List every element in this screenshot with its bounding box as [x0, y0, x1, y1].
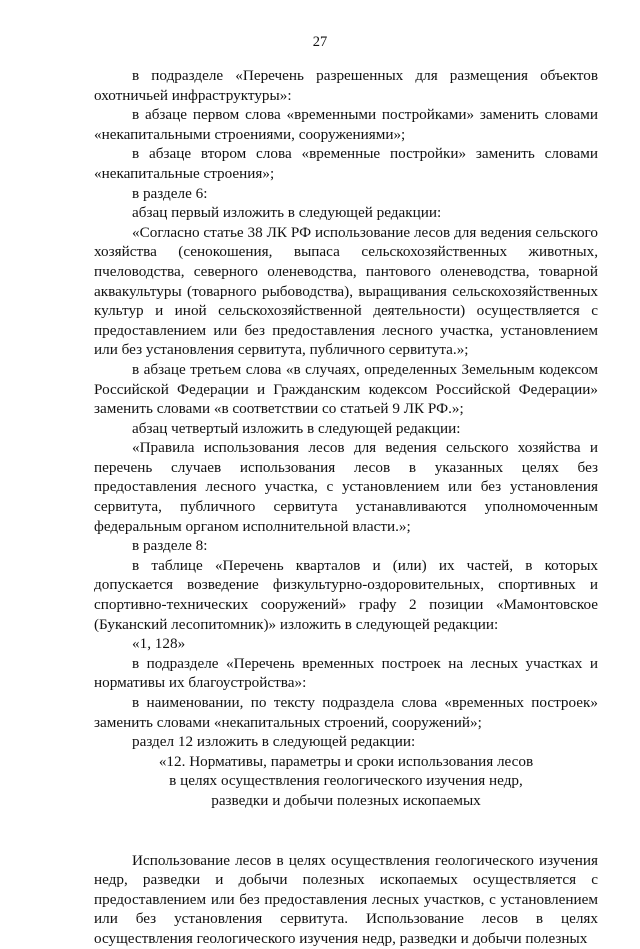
paragraph: в таблице «Перечень кварталов и (или) их частей, в которых допускается возведение физкультурно-оздоровительных, спортивных и спортивно-технических сооружений» графу 2 позиции «Мамонтовское (Буканский лесопитомник)» изложить в следующей редакции: — [94, 556, 598, 633]
paragraph: «Согласно статье 38 ЛК РФ использование лесов для ведения сельского хозяйства (сенокошения, выпаса сельскохозяйственных животных, пчеловодства, северного оленеводства, пантового оленеводства, товарной аквакультуры (товарного рыбоводства), выращивания сельскохозяйственных культур и иной сельскохозяйственной деятельности) осуществляется с предоставлением или без предоставления лесного участка, установлением или без установления сервитута, публичного сервитута.»; — [94, 223, 598, 359]
paragraph: в абзаце втором слова «временные постройки» заменить словами «некапитальные строения»; — [94, 145, 598, 182]
paragraph: раздел 12 изложить в следующей редакции: — [132, 733, 416, 751]
paragraph: «1, 128» — [132, 635, 186, 653]
paragraph: в наименовании, по тексту подраздела слова «временных построек» заменить словами «некапитальных строений, сооружений»; — [94, 694, 598, 731]
page-number: 27 — [312, 34, 328, 50]
paragraph: в абзаце первом слова «временными постройками» заменить словами «некапитальными строениями, сооружениями»; — [94, 106, 598, 143]
section-heading-line-3: разведки и добычи полезных ископаемых — [211, 791, 481, 809]
paragraph: в абзаце третьем слова «в случаях, определенных Земельным кодексом Российской Федерации и Гражданским кодексом Российской Федерации» заменить словами «в соответствии со статьей 9 ЛК РФ.»; — [94, 360, 598, 418]
paragraph: «Правила использования лесов для ведения сельского хозяйства и перечень случаев использования лесов в указанных целях без предоставления лесного участка, с установлением или без установления сервитута, публичного сервитута устанавливаются уполномоченным федеральным органом исполнительной власти.»; — [94, 439, 598, 535]
paragraph: абзац четвертый изложить в следующей редакции: — [132, 419, 461, 437]
spacer — [94, 811, 598, 851]
paragraph: в разделе 8: — [132, 537, 208, 555]
section-heading-line-1: «12. Нормативы, параметры и сроки использования лесов — [158, 752, 534, 770]
paragraph: в подразделе «Перечень разрешенных для размещения объектов охотничьей инфраструктуры»: — [94, 67, 598, 104]
paragraph: в подразделе «Перечень временных построек на лесных участках и нормативы их благоустройства»: — [94, 654, 598, 692]
section-heading-line-2: в целях осуществления геологического изучения недр, — [169, 772, 523, 790]
document-body — [94, 66, 598, 949]
paragraph: Использование лесов в целях осуществления геологического изучения недр, разведки и добычи полезных ископаемых осуществляется с предоставлением или без предоставления лесных участков, с установлением или без установления сервитута. Использование лесов в целях осуществления геологического изучения недр, разведки и добычи полезных — [94, 851, 598, 947]
paragraph: абзац первый изложить в следующей редакции: — [132, 204, 442, 222]
paragraph: в разделе 6: — [132, 184, 208, 202]
